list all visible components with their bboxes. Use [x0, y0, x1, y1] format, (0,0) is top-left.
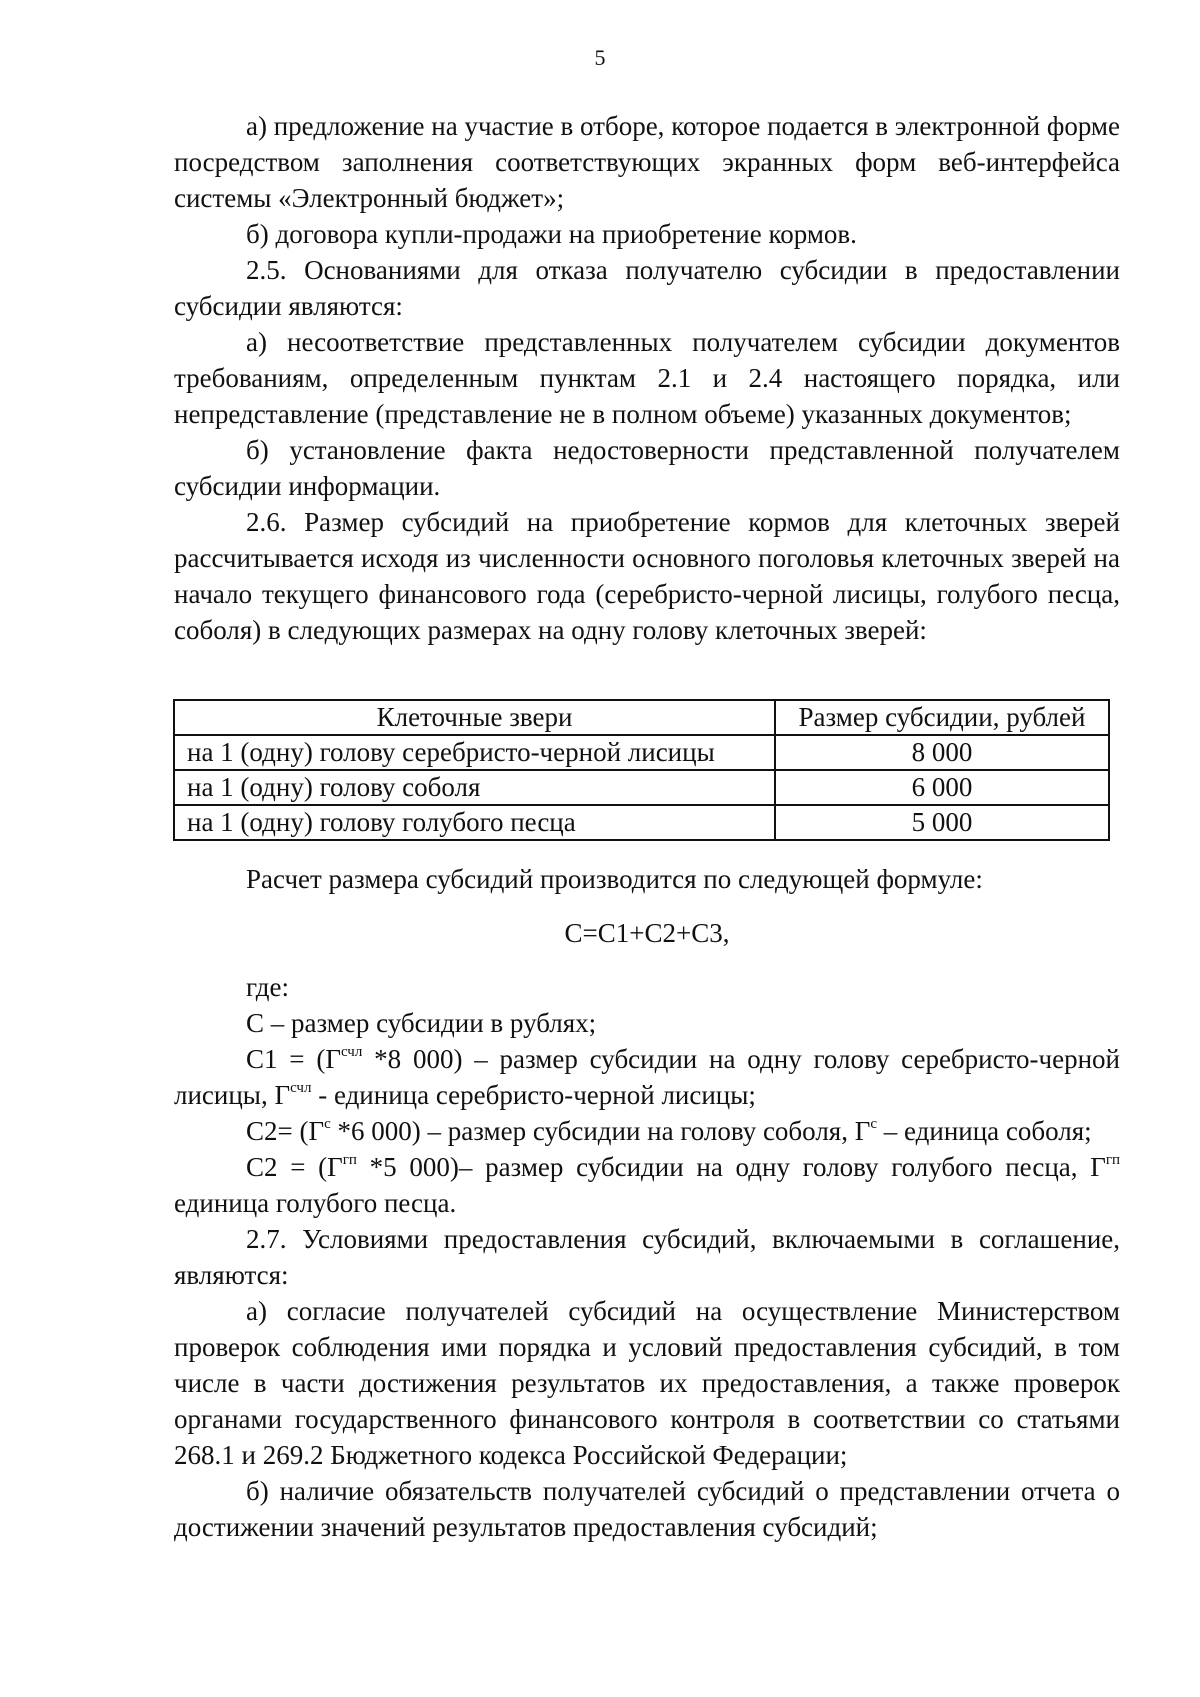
paragraph-2-7-a: а) согласие получателей субсидий на осуществление Министерством проверок соблюдения ими порядка и условий предоставления субсидий, в том числе в части достижения результатов их предоставления, а также проверок органами государственного финансового контроля в соответствии со статьями 268.1 и 269.2 Бюджетного кодекса Российской Федерации; — [174, 1296, 1120, 1470]
definition-c3: $С2 = (Г^{гп}$ *5 000)– размер субсидии на одну голову голубого песца, $Г^{гп}$ единица голубого песца. — [174, 1152, 1121, 1218]
table-cell-animal: на 1 (одну) голову соболя — [174, 770, 775, 805]
paragraph-2-6: 2.6. Размер субсидий на приобретение кормов для клеточных зверей рассчитывается исходя из численности основного поголовья клеточных зверей на начало текущего финансового года (серебристо-черной лисицы, голубого песца, соболя) в следующих размерах на одну голову клеточных зверей: — [174, 507, 1120, 645]
table-row — [174, 735, 1109, 770]
formula: С=С1+С2+С3, — [564, 918, 730, 948]
table-cell-animal: на 1 (одну) голову голубого песца — [174, 805, 775, 840]
table-cell-amount: 6 000 — [775, 770, 1109, 805]
intro-section — [174, 108, 1120, 648]
table-cell-amount: 5 000 — [775, 805, 1109, 840]
table-header-animals: Клеточные звери — [174, 700, 775, 735]
definition-c2: $С2= (Г^с$ *6 000) – размер субсидии на голову соболя, $Г^с$ – единица соболя; — [246, 1116, 1092, 1146]
table-header-amount: Размер субсидии, рублей — [775, 700, 1109, 735]
table-row — [174, 805, 1109, 840]
page-number: 5 — [594, 45, 606, 70]
table-cell-amount: 8 000 — [775, 735, 1109, 770]
definition-c: С – размер субсидии в рублях; — [246, 1008, 597, 1038]
paragraph-2-5: 2.5. Основаниями для отказа получателю субсидии в предоставлении субсидии являются: — [174, 255, 1120, 321]
table-row — [174, 770, 1109, 805]
paragraph-2-4-a: а) предложение на участие в отборе, которое подается в электронной форме посредством заполнения соответствующих экранных форм веб-интерфейса системы «Электронный бюджет»; — [174, 111, 1120, 213]
table-header-row — [174, 700, 1109, 735]
subsidy-table — [173, 699, 1110, 841]
paragraph-2-4-b: б) договора купли-продажи на приобретение кормов. — [246, 219, 857, 249]
formula-intro: Расчет размера субсидий производится по следующей формуле: — [246, 864, 983, 894]
where-label: где: — [246, 972, 289, 1002]
table-cell-animal: на 1 (одну) голову серебристо-черной лисицы — [174, 735, 775, 770]
formula-section — [174, 861, 1120, 1545]
paragraph-2-7: 2.7. Условиями предоставления субсидий, включаемыми в соглашение, являются: — [174, 1224, 1120, 1290]
paragraph-2-5-a: а) несоответствие представленных получателем субсидии документов требованиям, определенным пунктам 2.1 и 2.4 настоящего порядка, или непредставление (представление не в полном объеме) указанных документов; — [174, 327, 1120, 429]
paragraph-2-7-b: б) наличие обязательств получателей субсидий о представлении отчета о достижении значений результатов предоставления субсидий; — [174, 1476, 1120, 1542]
paragraph-2-5-b: б) установление факта недостоверности представленной получателем субсидии информации. — [174, 435, 1120, 501]
definition-c1: $С1 = (Г^{счл}$ *8 000) – размер субсидии на одну голову серебристо-черной лисицы, $Г^{счл}$ - единица серебристо-черной лисицы; — [174, 1044, 1120, 1110]
